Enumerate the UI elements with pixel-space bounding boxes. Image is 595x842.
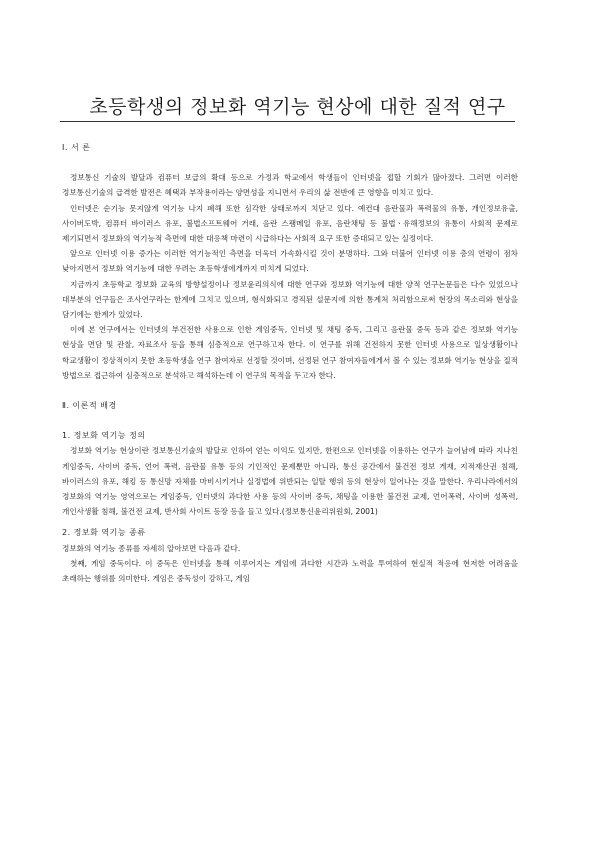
paragraph: 앞으로 인터넷 이용 증가는 이러한 역기능적인 측면을 더욱더 가속화시킬 것이 분명하다. 그와 더불어 인터넷 이용 층의 연령이 점차 낮아지면서 정보화 역기능에 대한 우려는 초등학생에게까지 미치게 되었다. — [62, 249, 518, 274]
paragraph: 정보화 역기능 현상이란 정보통신기술의 발달로 인하여 얻는 이익도 있지만, 한편으로 인터넷을 이용하는 연구가 늘어남에 따라 지나친 게임중독, 사이버 중독, 언어 폭력, 음란물 유통 등의 기인적인 문제뿐만 아니라, 통신 공간에서 불건전 정보 게재, 지적재산권 침해, 바이러스의 유포, 해킹 등 통신망 자체를 마비시키거나 실정법에 위반되는 일탈 행위 등의 현상이 일어나는 것을 말한다. 우리나라에서의 정보화의 역기능 영역으로는 게임중독, 인터넷의 과다한 사용 등의 사이버 중독, 채팅을 이용한 불건전 교제, 언어폭력, 사이버 성폭력, 개인사생활 침해, 불건전 교제, 반사회 사이트 등장 등을 들고 있다.(정보통신윤리위원회, 2001) — [62, 446, 518, 517]
spacer — [62, 155, 518, 170]
subsection-heading-types: 2. 정보화 역기능 종류 — [62, 528, 146, 538]
spacer — [62, 383, 518, 398]
paragraph: 인터넷은 순기능 못지않게 역기능 나지 폐해 또한 심각한 상태로까지 치닫고 있다. 예컨대 음란물과 폭력물의 유통, 개인정보유출, 사이버도박, 컴퓨터 바이러스 유포, 불법소프트웨어 거래, 음란 스팸메일 유포, 음란채팅 등 불법ㆍ유해정보의 유통이 사회적 문제로 제기되면서 정보화의 역기능적 측면에 대한 대응책 마련이 시급하다는 사회적 요구 또한 증대되고 있는 실정이다. — [62, 203, 518, 244]
paragraph: 첫째, 게임 중독이다. 이 중독은 인터넷을 통해 이루어지는 게임에 과다한 시간과 노력을 투여하여 현실적 적응에 현저한 어려움을 초래하는 행위를 의미한다. 게임은 중독성이 강하고, 게임 — [62, 558, 518, 584]
title-underline — [60, 121, 515, 122]
document-body — [62, 140, 518, 586]
paragraph: 정보통신 기술의 발달과 컴퓨터 보급의 확대 등으로 가정과 학교에서 학생들이 인터넷을 접할 기회가 많아졌다. 그러면 이러한 정보통신기술의 급격한 발전은 혜택과 부작용이라는 양면성을 지니면서 우리의 삶 전반에 큰 영향을 미치고 있다. — [62, 173, 518, 198]
document-title: 초등학생의 정보화 역기능 현상에 대한 질적 연구 — [89, 96, 506, 118]
section-heading-introduction: Ⅰ. 서 론 — [62, 143, 91, 152]
spacer — [62, 413, 518, 428]
section-heading-theory: Ⅱ. 이론적 배경 — [62, 401, 117, 411]
paragraph: 지금까지 초등학교 정보화 교육의 방향설정이나 정보윤리의식에 대한 연구와 정보화 역기능에 대한 양적 연구논문들은 다수 있었으나 대부분의 연구들은 조사연구라는 한계에 그치고 있으며, 형식화되고 경직된 설문지에 의한 통계처 처리함으로써 현장의 목소리와 현상을 담기에는 한계가 있었다. — [62, 279, 518, 320]
paragraph: 정보화의 역기능 종류를 자세히 알아보면 다음과 같다. — [62, 543, 241, 553]
subsection-heading-definition: 1. 정보화 역기능 정의 — [62, 431, 146, 441]
paragraph: 이에 본 연구에서는 인터넷의 부건전한 사용으로 인한 게임중독, 인터넷 및 채팅 중독, 그리고 음란물 중독 등과 같은 정보화 역기능 현상을 면담 및 관찰, 자료조사 등을 통해 심층적으로 연구하고자 한다. 이 연구를 위해 건전하지 못한 인터넷 사용으로 일상생활이나 학교생활이 정상적이지 못한 초등학생을 연구 참여자로 선정할 것이며, 선정된 연구 참여자들에게서 볼 수 있는 정보화 역기능 현상을 질적 방법으로 접근하여 심층적으로 분석하고 해석하는데 이 연구의 목적을 두고자 한다. — [62, 325, 518, 380]
